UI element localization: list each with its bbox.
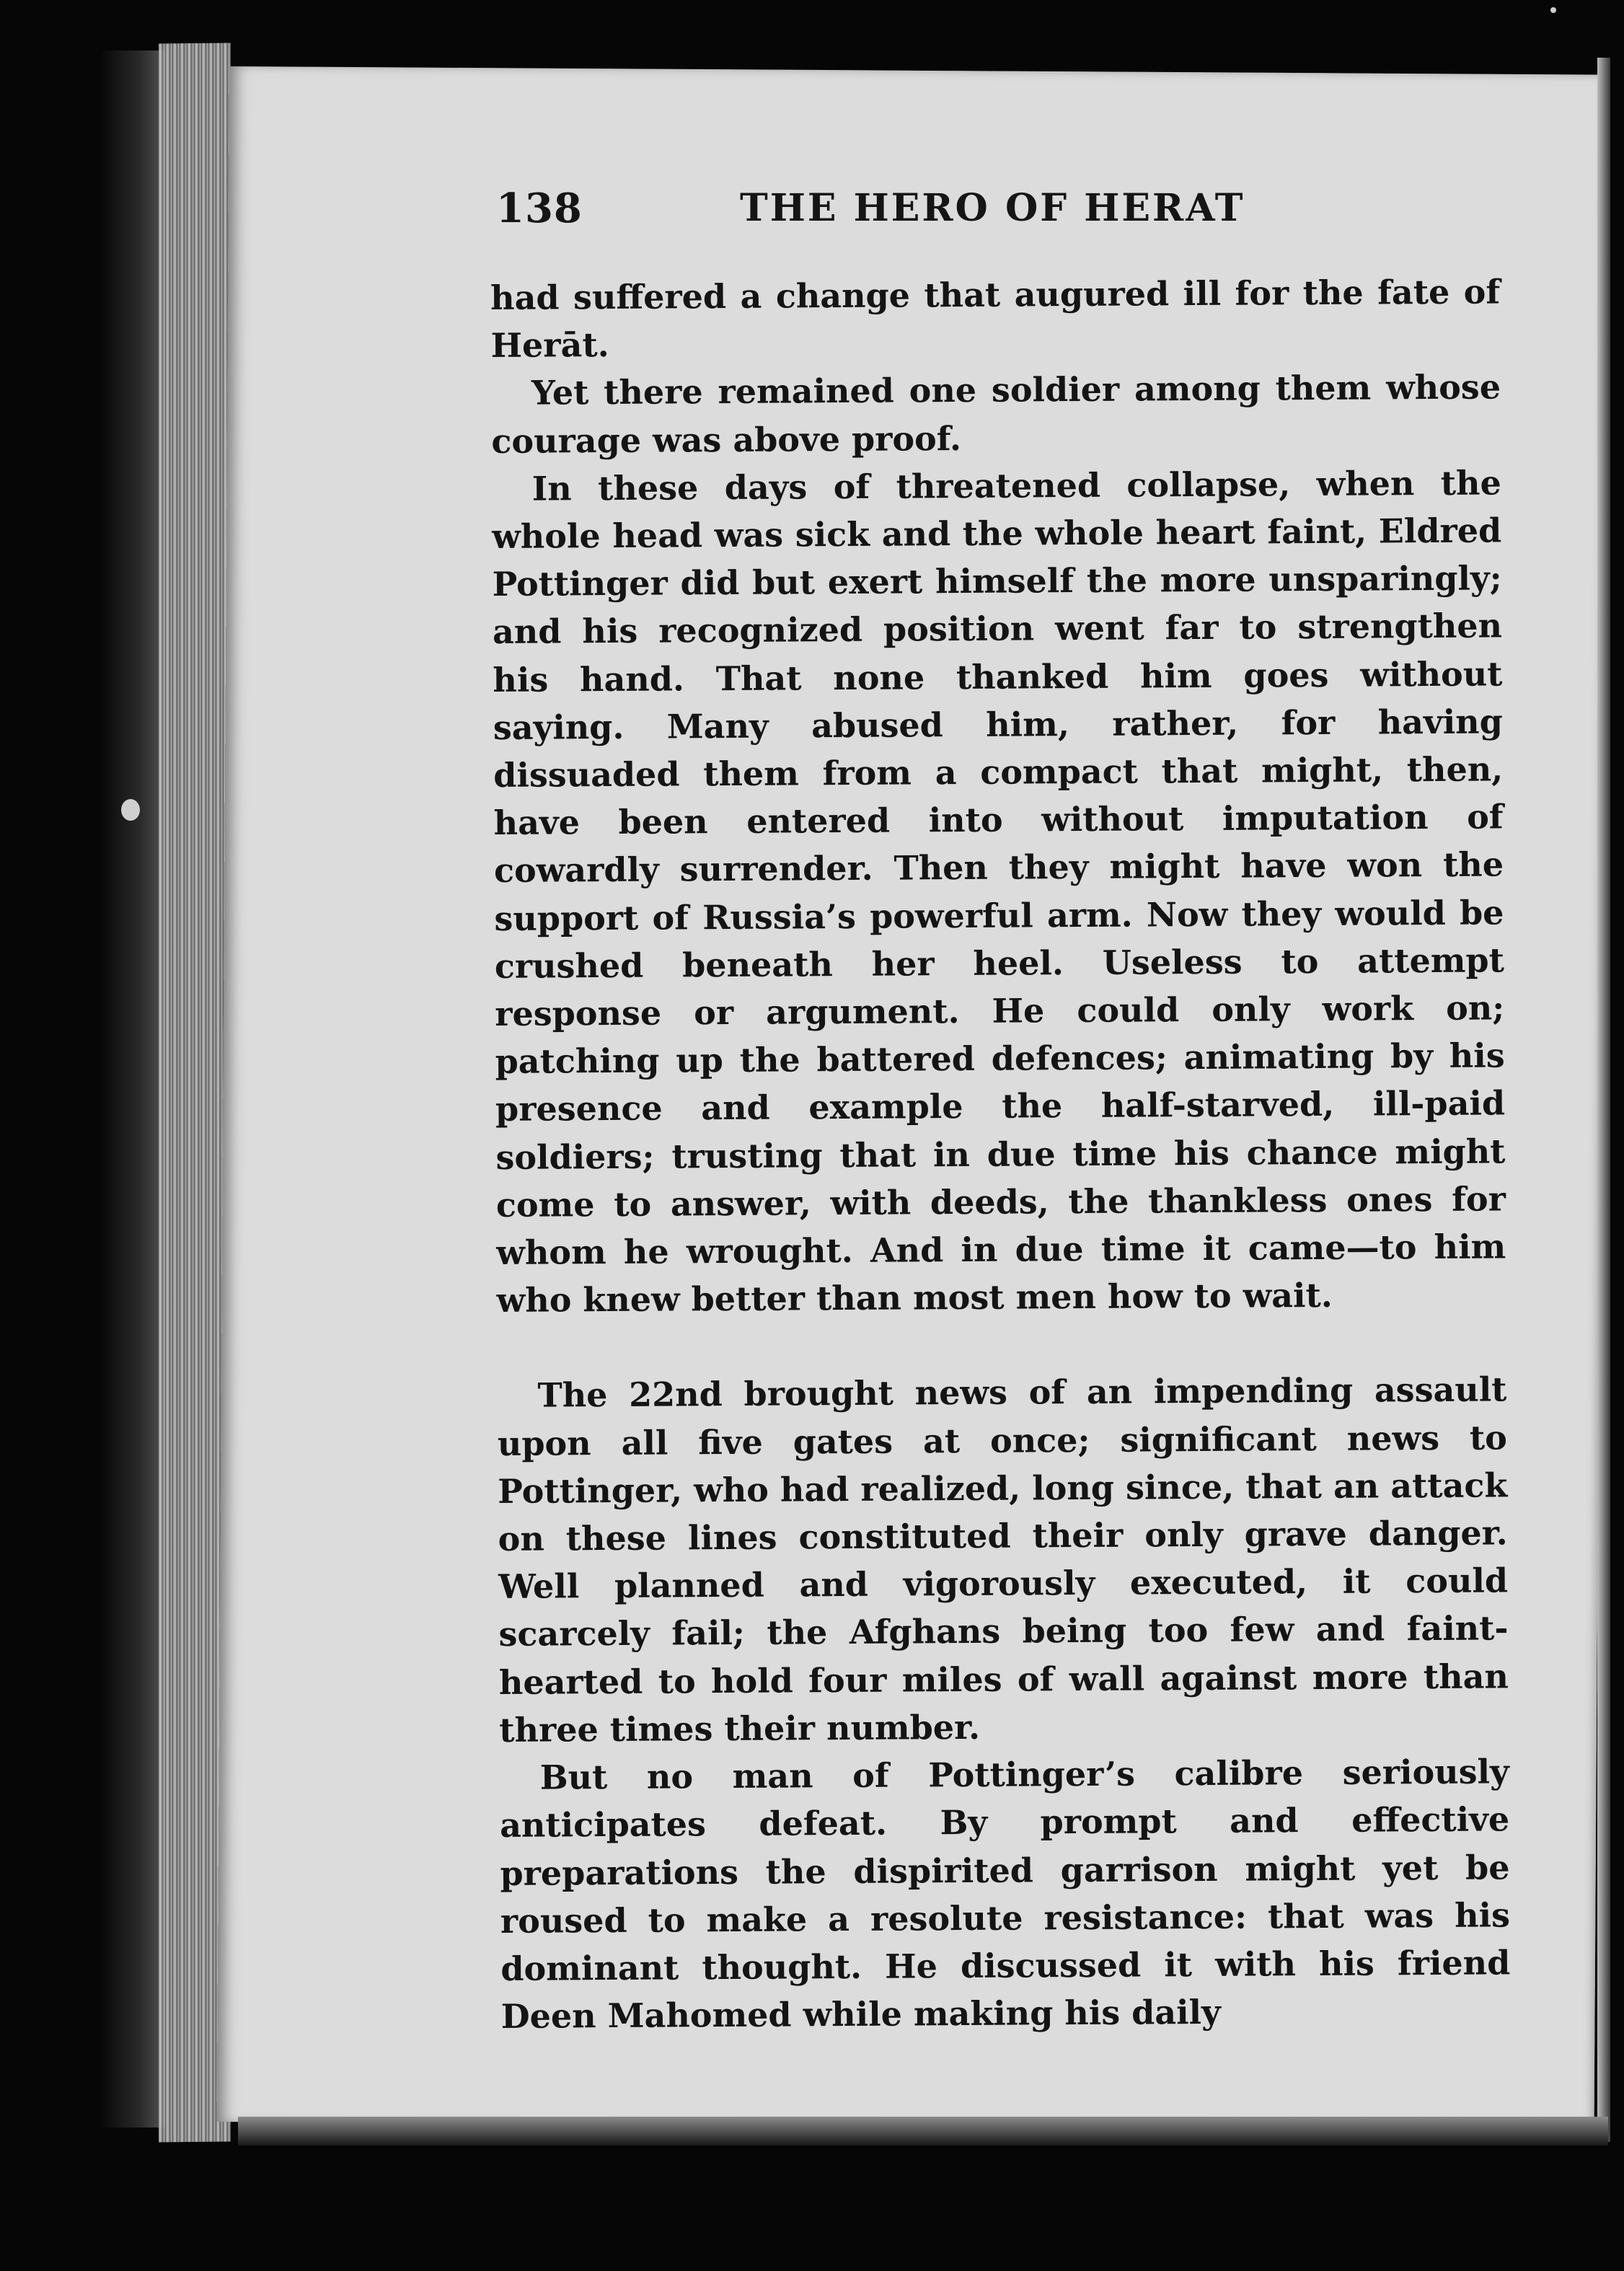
paper-speck <box>1550 7 1556 13</box>
paragraph-continued: had suffered a change that augured ill for the fate of Herāt. <box>490 272 1501 366</box>
paragraph: In these days of threatened collapse, when the whole head was sick and the whole heart faint, Eldred Pottinger did but exert himself the more unsparingly; and his recognized position went far to strengthen his hand. That none thanked him goes without saying. Many abused him, rather, for having dissuaded them from a compact that might, then, have been entered into without imputation of cowardly surrender. Then they might have won the support of Russia’s powerful arm. Now they would be crushed beneath her heel. Useless to attempt response or argument. He could only work on; patching up the battered defences; animating by his presence and example the half-starved, ill-paid soldiers; trusting that in due time his chance might come to answer, with deeds, the thankless ones for whom he wrought. And in due time it came—to him who knew better than most men how to wait. <box>492 463 1506 1320</box>
book-spine-shadow <box>101 50 166 2127</box>
paragraph: The 22nd brought news of an impending assault upon all five gates at once; significant news to Pottinger, who had realized, long since, that an attack on these lines constituted their only grave danger. Well planned and vigorously executed, it could scarcely fail; the Afghans being too few and faint-hearted to hold four miles of wall against more than three times their number. <box>497 1370 1509 1750</box>
running-title: THE HERO OF HERAT <box>740 186 1245 230</box>
running-head <box>496 185 1499 242</box>
paragraph: But no man of Pottinger’s calibre seriously anticipates defeat. By prompt and effective preparations the dispirited garrison might yet be roused to make a resolute resistance: that was his dominant thought. He discussed it with his friend Deen Mahomed while making his daily <box>499 1752 1511 2037</box>
paper-speck <box>121 799 140 821</box>
page-number: 138 <box>496 185 583 232</box>
body-text <box>490 268 1511 2040</box>
page-bottom-shadow <box>238 2117 1608 2146</box>
page-right-edge <box>1597 58 1610 2142</box>
paragraph: Yet there remained one soldier among them whose courage was above proof. <box>491 367 1501 461</box>
